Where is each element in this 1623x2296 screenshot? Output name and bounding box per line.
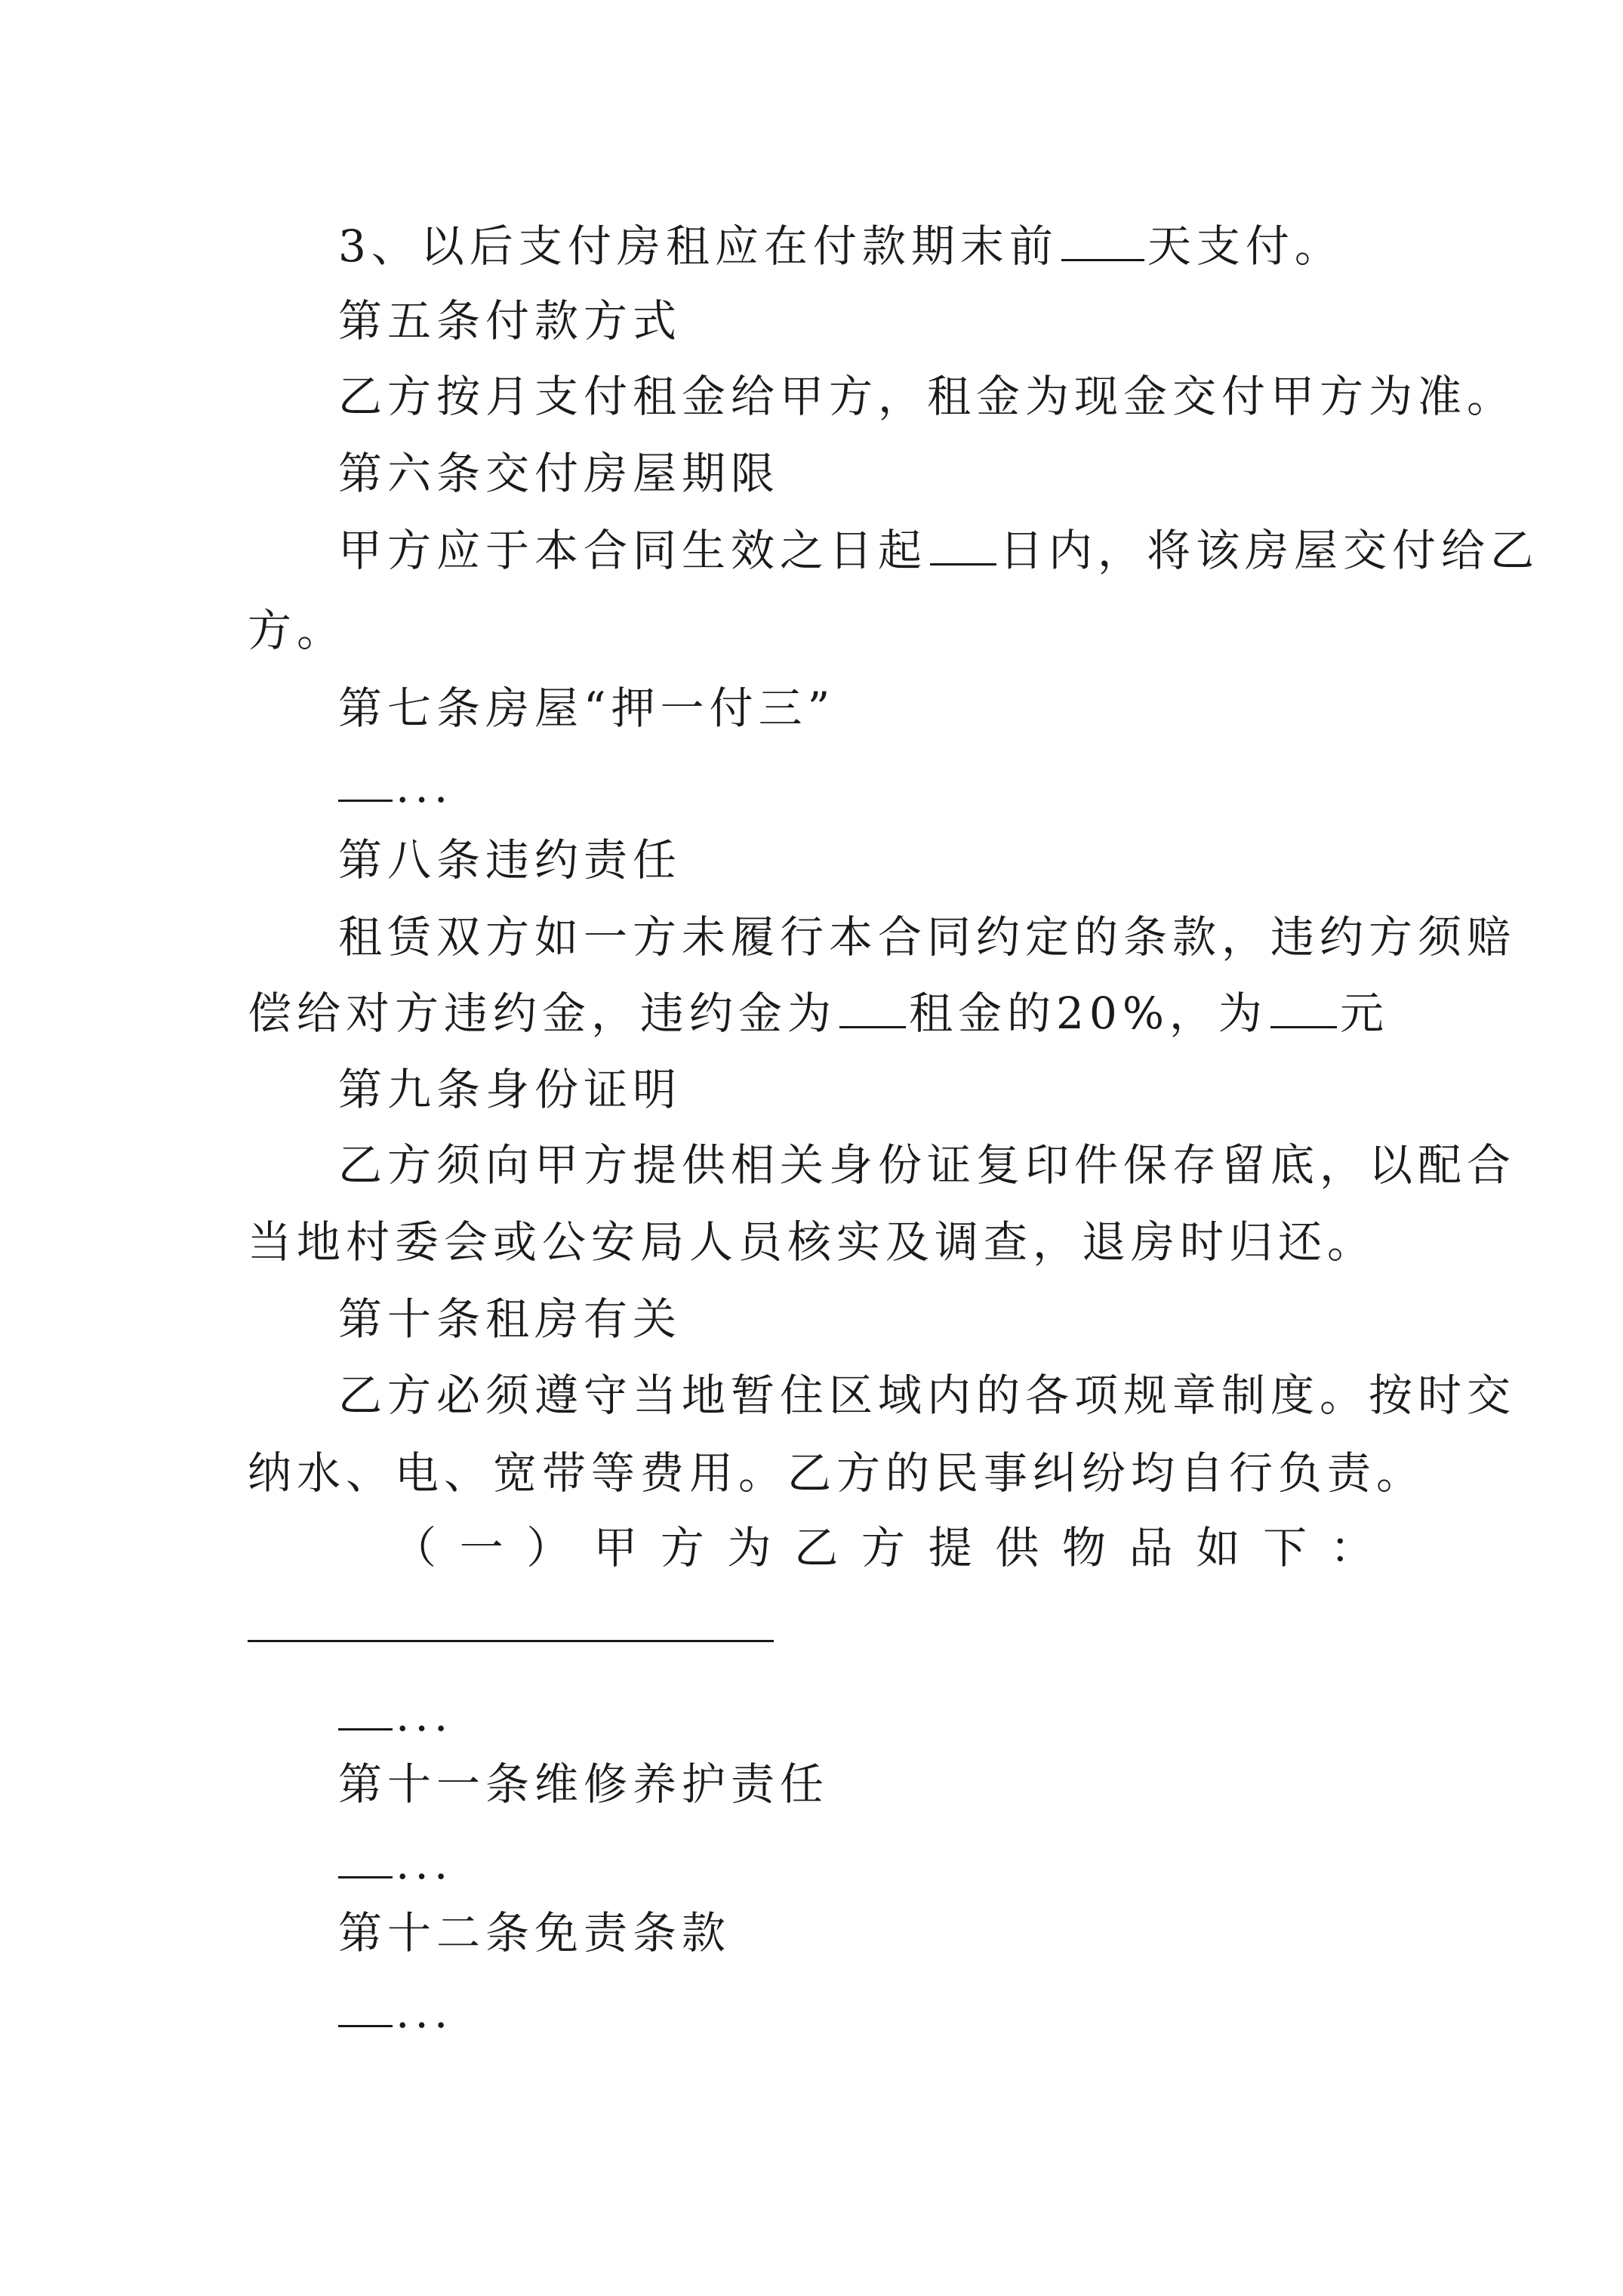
clause-text-6: 甲方应于本合同生效之日起 日内，将该房屋交付给乙 <box>338 525 1540 576</box>
clause-heading-11: 第十一条维修养护责任 <box>338 1758 830 1810</box>
clause-heading-8: 第八条违约责任 <box>338 834 682 886</box>
fill-blank[interactable] <box>338 1986 393 2027</box>
clause-heading-5: 第五条付款方式 <box>338 295 682 347</box>
clause-heading-9: 第九条身份证明 <box>338 1064 682 1115</box>
ellipsis-line: ... <box>338 760 453 813</box>
items-provided-heading: （ 一 ） 甲 方 为 乙 方 提 供 物 品 如 下 ： <box>393 1522 1374 1573</box>
fill-blank[interactable] <box>1270 987 1337 1028</box>
clause-text-9: 乙方须向甲方提供相关身份证复印件保存留底，以配合 <box>338 1139 1517 1191</box>
ellipsis-line: ... <box>338 1837 453 1890</box>
clause-heading-7: 第七条房屋“押一付三” <box>338 683 836 734</box>
clause-heading-6: 第六条交付房屋期限 <box>338 448 781 499</box>
fill-blank[interactable] <box>839 987 906 1028</box>
fill-blank[interactable] <box>930 524 996 566</box>
clause-text-10-cont: 纳水、电、宽带等费用。乙方的民事纠纷均自行负责。 <box>248 1447 1426 1499</box>
clause-text-9-cont: 当地村委会或公安局人员核实及调查，退房时归还。 <box>248 1216 1377 1268</box>
ellipsis-line: ... <box>338 1689 453 1742</box>
clause-text-8-cont: 偿给对方违约金，违约金为 租金的20%，为 元 <box>248 988 1389 1039</box>
clause-line-rent-due: 3、以后支付房租应在付款期末前 天支付。 <box>338 220 1344 272</box>
clause-text-8: 租赁双方如一方未履行本合同约定的条款，违约方须赔 <box>338 911 1517 963</box>
fill-blank[interactable] <box>338 1837 393 1878</box>
fill-blank[interactable] <box>338 1689 393 1730</box>
ellipsis-line: ... <box>338 1986 453 2039</box>
clause-text-5: 乙方按月支付租金给甲方，租金为现金交付甲方为准。 <box>338 371 1517 422</box>
clause-text-10: 乙方必须遵守当地暂住区域内的各项规章制度。按时交 <box>338 1370 1517 1421</box>
fill-blank[interactable] <box>338 760 393 802</box>
clause-heading-12: 第十二条免责条款 <box>338 1907 731 1959</box>
clause-heading-10: 第十条租房有关 <box>338 1293 682 1345</box>
fill-in-rule[interactable] <box>248 1640 774 1642</box>
clause-text-6-cont: 方。 <box>248 605 346 656</box>
fill-blank[interactable] <box>1061 220 1144 261</box>
